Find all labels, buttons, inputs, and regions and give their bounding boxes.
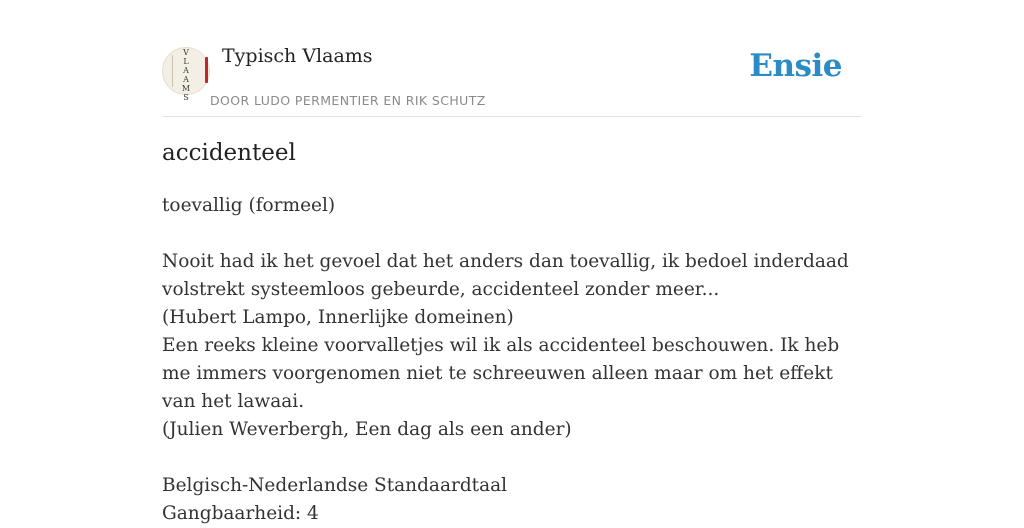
entry-quote: Nooit had ik het gevoel dat het anders dan toevallig, ik bedoel inderdaad volstrekt systeemloos gebeurde, accidenteel zonder meer... (162, 251, 849, 300)
entry-usage: Gangbaarheid: 4 (162, 503, 319, 524)
site-subtitle: DOOR LUDO PERMENTIER EN RIK SCHUTZ (210, 93, 486, 108)
paragraph-gap (162, 220, 862, 248)
logo-red-bar (205, 57, 208, 83)
entry-definition: toevallig (formeel) (162, 195, 336, 216)
ensie-brand-link[interactable]: Ensie (749, 48, 842, 84)
entry-category: Belgisch-Nederlandse Standaardtaal (162, 475, 508, 496)
site-header (162, 0, 862, 117)
logo-letters: V L A A M S (181, 48, 191, 102)
entry-quote-source: (Hubert Lampo, Innerlijke domeinen) (162, 307, 514, 328)
site-logo[interactable] (162, 47, 210, 102)
entry-title: accidenteel (162, 140, 296, 166)
page-container (162, 0, 862, 524)
site-title[interactable]: Typisch Vlaams (222, 45, 373, 67)
entry-body (162, 192, 862, 528)
entry-quote: Een reeks kleine voorvalletjes wil ik als accidenteel beschouwen. Ik heb me immers voorgenomen niet te schreeuwen alleen maar om het effekt van het lawaai. (162, 335, 840, 412)
logo-rule (172, 55, 173, 87)
paragraph-gap (162, 444, 862, 472)
entry-quote-source: (Julien Weverbergh, Een dag als een ander) (162, 419, 572, 440)
